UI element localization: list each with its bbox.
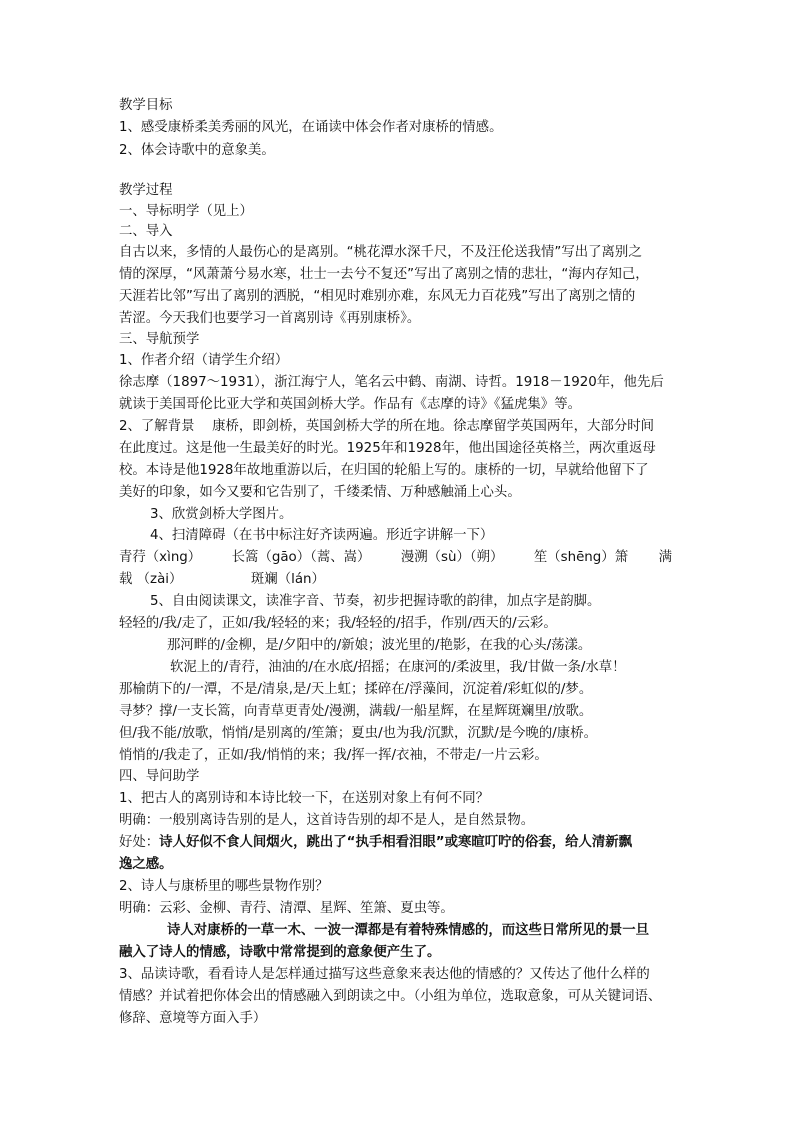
intro-line: 天涯若比邻”写出了离别的洒脱，“相见时难别亦难，东风无力百花残”写出了离别之情的 xyxy=(119,289,636,304)
poem-stanza: 寻梦？撑/一支长篙，向青草更青处/漫溯，满载/一船星辉，在星辉斑斓里/放歌。 xyxy=(119,704,593,719)
picture-item: 3、欣赏剑桥大学图片。 xyxy=(150,507,293,522)
question-1: 1、把古人的离别诗和本诗比较一下，在送别对象上有何不同？ xyxy=(119,791,490,806)
section-4: 四、导问助学 xyxy=(119,769,200,784)
heading-process: 教学过程 xyxy=(119,183,173,198)
vocab-word: 笙（shēng）箫 xyxy=(533,550,629,565)
emphasis-line: 融入了诗人的情感，诗歌中常常提到的意象便产生了。 xyxy=(119,945,441,960)
vocab-word: 漫溯（sù）（朔） xyxy=(400,550,504,565)
benefit-label: 好处： xyxy=(119,835,160,850)
intro-line: 自古以来，多情的人最伤心的是离别。“桃花潭水深千尺，不及汪伦送我情”写出了离别之 xyxy=(119,245,642,260)
vocab-word: 载 （zài） xyxy=(119,572,183,587)
question-3-line: 修辞、意境等方面入手） xyxy=(119,1011,267,1026)
benefit-line xyxy=(119,833,632,855)
poem-stanza: 那榆荫下的/一潭，不是/清泉,是/天上虹；揉碎在/浮藻间，沉淀着/彩虹似的/梦。 xyxy=(119,682,593,697)
section-2: 二、导入 xyxy=(119,224,173,239)
emphasis-line: 诗人对康桥的一草一木、一波一潭都是有着特殊情感的，而这些日常所见的景一旦 xyxy=(167,923,650,938)
poem-stanza: 轻轻的/我/走了，正如/我/轻轻的来；我/轻轻的/招手，作别/西天的/云彩。 xyxy=(119,616,557,631)
intro-line: 情的深厚，“风萧萧兮易水寒，壮士一去兮不复还”写出了离别之情的悲壮，“海内存知己， xyxy=(119,267,649,282)
objective-2: 2、体会诗歌中的意象美。 xyxy=(119,143,275,158)
background-line: 美好的印象，如今又要和它告别了，千缕柔情、万种感触涌上心头。 xyxy=(119,485,521,500)
author-line: 徐志摩（1897～1931），浙江海宁人，笔名云中鹤、南湖、诗哲。1918－1920年，他先后 xyxy=(119,375,664,390)
poem-stanza: 那河畔的/金柳，是/夕阳中的/新娘；波光里的/艳影，在我的心头/荡漾。 xyxy=(167,638,592,653)
vocab-word: 满 xyxy=(658,550,672,565)
vocab-heading: 4、扫清障碍（在书中标注好齐读两遍。形近字讲解一下） xyxy=(150,528,494,543)
poem-stanza: 软泥上的/青荇，油油的/在水底/招摇；在康河的/柔波里，我/甘做一条/水草！ xyxy=(170,660,626,675)
section-1: 一、导标明学（见上） xyxy=(119,204,253,219)
section-3: 三、导航预学 xyxy=(119,332,200,347)
poem-stanza: 但/我不能/放歌，悄悄/是别离的/笙箫；夏虫/也为我/沉默，沉默/是今晚的/康桥。 xyxy=(119,726,597,741)
heading-objectives: 教学目标 xyxy=(119,98,173,113)
background-line: 校。本诗是他1928年故地重游以后，在归国的轮船上写的。康桥的一切，早就给他留下了 xyxy=(119,463,649,478)
benefit-text: 诗人好似不食人间烟火，跳出了“执手相看泪眼”或寒暄叮咛的俗套，给人清新飘 xyxy=(159,835,633,850)
question-2: 2、诗人与康桥里的哪些景物作别？ xyxy=(119,879,329,894)
question-3-line: 情感？并试着把你体会出的情感融入到朗读之中。（小组为单位，选取意象，可从关键词语、 xyxy=(119,989,662,1004)
benefit-text-cont: 逸之感。 xyxy=(119,857,173,872)
vocab-word: 斑斓（lán） xyxy=(250,572,325,587)
objective-1: 1、感受康桥柔美秀丽的风光，在诵读中体会作者对康桥的情感。 xyxy=(119,120,503,135)
reading-heading: 5、自由阅读课文，读准字音、节奏，初步把握诗歌的韵律，加点字是韵脚。 xyxy=(150,594,601,609)
intro-line: 苦涩。今天我们也要学习一首离别诗《再别康桥》。 xyxy=(119,311,421,326)
answer-1: 明确：一般别离诗告别的是人，这首诗告别的却不是人，是自然景物。 xyxy=(119,813,535,828)
vocab-row xyxy=(119,548,672,570)
vocab-word: 长篙（gāo）（蒿、嵩） xyxy=(231,550,371,565)
background-line: 2、了解背景 康桥，即剑桥，英国剑桥大学的所在地。徐志摩留学英国两年，大部分时间 xyxy=(119,419,655,434)
poem-stanza: 悄悄的/我走了，正如/我/悄悄的来；我/挥一挥/衣袖，不带走/一片云彩。 xyxy=(119,748,548,763)
background-line: 在此度过。这是他一生最美好的时光。1925年和1928年，他出国途径英格兰，两次重返母 xyxy=(119,441,656,456)
author-line: 就读于美国哥伦比亚大学和英国剑桥大学。作品有《志摩的诗》《猛虎集》等。 xyxy=(119,397,581,412)
answer-2: 明确：云彩、金柳、青荇、清潭、星辉、笙箫、夏虫等。 xyxy=(119,901,454,916)
vocab-word: 青荇（xìng） xyxy=(119,550,202,565)
author-heading: 1、作者介绍（请学生介绍） xyxy=(119,353,289,368)
question-3: 3、品读诗歌，看看诗人是怎样通过描写这些意象来表达他的情感的？又传达了他什么样的 xyxy=(119,967,650,982)
vocab-row xyxy=(119,570,325,592)
